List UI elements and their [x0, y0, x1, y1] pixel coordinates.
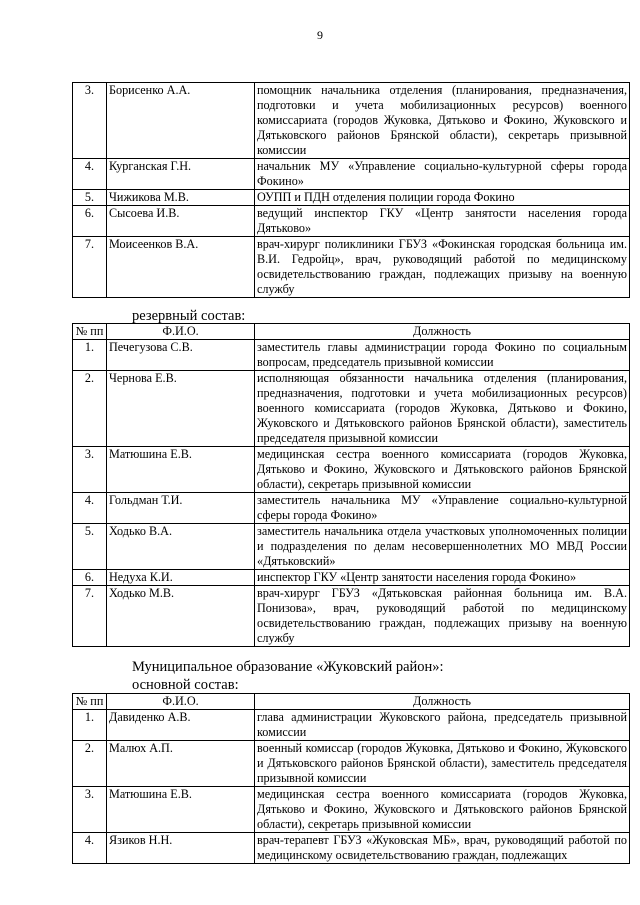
page-number: 9 [317, 28, 323, 42]
row-duty: помощник начальника отделения (планирования, предназначения, подготовки и учета мобилизационных ресурсов) военного комиссариата (городов Жуковка, Дятьково и Фокино, Жуковского и Дятьковского районов Брянской области), секретарь призывной комиссии [255, 83, 630, 159]
row-number: 5. [73, 524, 107, 570]
table-row [73, 493, 630, 524]
table-row [73, 524, 630, 570]
row-number: 1. [73, 340, 107, 371]
row-number: 6. [73, 570, 107, 586]
header-num: № пп [73, 694, 107, 710]
table-row [73, 447, 630, 493]
row-number: 1. [73, 710, 107, 741]
row-duty: врач-терапевт ГБУЗ «Жуковская МБ», врач, руководящий работой по медицинскому освидетельствованию граждан, подлежащих [255, 833, 630, 864]
commission-table-main [72, 693, 630, 864]
commission-table-reserve [72, 323, 630, 647]
row-name: Чернова Е.В. [107, 371, 255, 447]
row-number: 6. [73, 206, 107, 237]
reserve-heading: резервный состав: [132, 308, 246, 324]
row-name: Сысоева И.В. [107, 206, 255, 237]
table-header-row [73, 694, 630, 710]
table-row [73, 787, 630, 833]
row-duty: начальник МУ «Управление социально-культурной сферы города Фокино» [255, 159, 630, 190]
row-duty: военный комиссар (городов Жуковка, Дятьково и Фокино, Жуковского и Дятьковского районов Брянской области), заместитель председателя призывной комиссии [255, 741, 630, 787]
row-name: Ходько В.А. [107, 524, 255, 570]
row-duty: заместитель главы администрации города Фокино по социальным вопросам, председатель призывной комиссии [255, 340, 630, 371]
table-row [73, 586, 630, 647]
row-name: Чижикова М.В. [107, 190, 255, 206]
row-number: 4. [73, 493, 107, 524]
row-name: Недуха К.И. [107, 570, 255, 586]
header-duty: Должность [255, 694, 630, 710]
row-name: Матюшина Е.В. [107, 787, 255, 833]
row-duty: медицинская сестра военного комиссариата (городов Жуковка, Дятьково и Фокино, Жуковского и Дятьковского районов Брянской области), секретарь призывной комиссии [255, 447, 630, 493]
header-duty: Должность [255, 324, 630, 340]
row-duty: инспектор ГКУ «Центр занятости населения города Фокино» [255, 570, 630, 586]
row-duty: глава администрации Жуковского района, председатель призывной комиссии [255, 710, 630, 741]
header-num: № пп [73, 324, 107, 340]
header-name: Ф.И.О. [107, 694, 255, 710]
municipal-heading: Муниципальное образование «Жуковский район»: [132, 659, 444, 675]
table-header-row [73, 324, 630, 340]
header-name: Ф.И.О. [107, 324, 255, 340]
row-number: 7. [73, 586, 107, 647]
table-row [73, 570, 630, 586]
row-duty: медицинская сестра военного комиссариата (городов Жуковка, Дятьково и Фокино, Жуковского и Дятьковского районов Брянской области), секретарь призывной комиссии [255, 787, 630, 833]
table-row [73, 206, 630, 237]
row-name: Борисенко А.А. [107, 83, 255, 159]
table-row [73, 83, 630, 159]
row-duty: заместитель начальника отдела участковых уполномоченных полиции и подразделения по делам несовершеннолетних МО МВД России «Дятьковский» [255, 524, 630, 570]
row-duty: ОУПП и ПДН отделения полиции города Фокино [255, 190, 630, 206]
row-number: 7. [73, 237, 107, 298]
table-row [73, 741, 630, 787]
row-duty: заместитель начальника МУ «Управление социально-культурной сферы города Фокино» [255, 493, 630, 524]
row-name: Моисеенков В.А. [107, 237, 255, 298]
row-number: 4. [73, 833, 107, 864]
row-name: Ходько М.В. [107, 586, 255, 647]
row-duty: врач-хирург ГБУЗ «Дятьковская районная больница им. В.А. Понизова», врач, руководящий работой по медицинскому освидетельствованию граждан, подлежащих призыву на военную службу [255, 586, 630, 647]
row-name: Язиков Н.Н. [107, 833, 255, 864]
row-number: 2. [73, 741, 107, 787]
row-duty: исполняющая обязанности начальника отделения (планирования, предназначения, подготовки и учета мобилизационных ресурсов) военного комиссариата (городов Жуковка, Дятьково и Фокино, Жуковского и Дятьковского районов Брянской области), заместитель председателя призывной комиссии [255, 371, 630, 447]
row-number: 3. [73, 447, 107, 493]
table-row [73, 371, 630, 447]
table-row [73, 340, 630, 371]
commission-table-top [72, 82, 630, 298]
row-name: Печегузова С.В. [107, 340, 255, 371]
table-row [73, 710, 630, 741]
row-name: Матюшина Е.В. [107, 447, 255, 493]
row-number: 4. [73, 159, 107, 190]
row-name: Давиденко А.В. [107, 710, 255, 741]
row-name: Курганская Г.Н. [107, 159, 255, 190]
row-duty: врач-хирург поликлиники ГБУЗ «Фокинская городская больница им. В.И. Гедройц», врач, руководящий работой по медицинскому освидетельствованию граждан, подлежащих призыву на военную службу [255, 237, 630, 298]
table-row [73, 237, 630, 298]
row-number: 5. [73, 190, 107, 206]
row-number: 2. [73, 371, 107, 447]
table-row [73, 190, 630, 206]
row-name: Гольдман Т.И. [107, 493, 255, 524]
main-composition-heading: основной состав: [132, 677, 239, 693]
table-row [73, 833, 630, 864]
row-duty: ведущий инспектор ГКУ «Центр занятости населения города Дятьково» [255, 206, 630, 237]
table-row [73, 159, 630, 190]
row-name: Малюх А.П. [107, 741, 255, 787]
row-number: 3. [73, 83, 107, 159]
row-number: 3. [73, 787, 107, 833]
